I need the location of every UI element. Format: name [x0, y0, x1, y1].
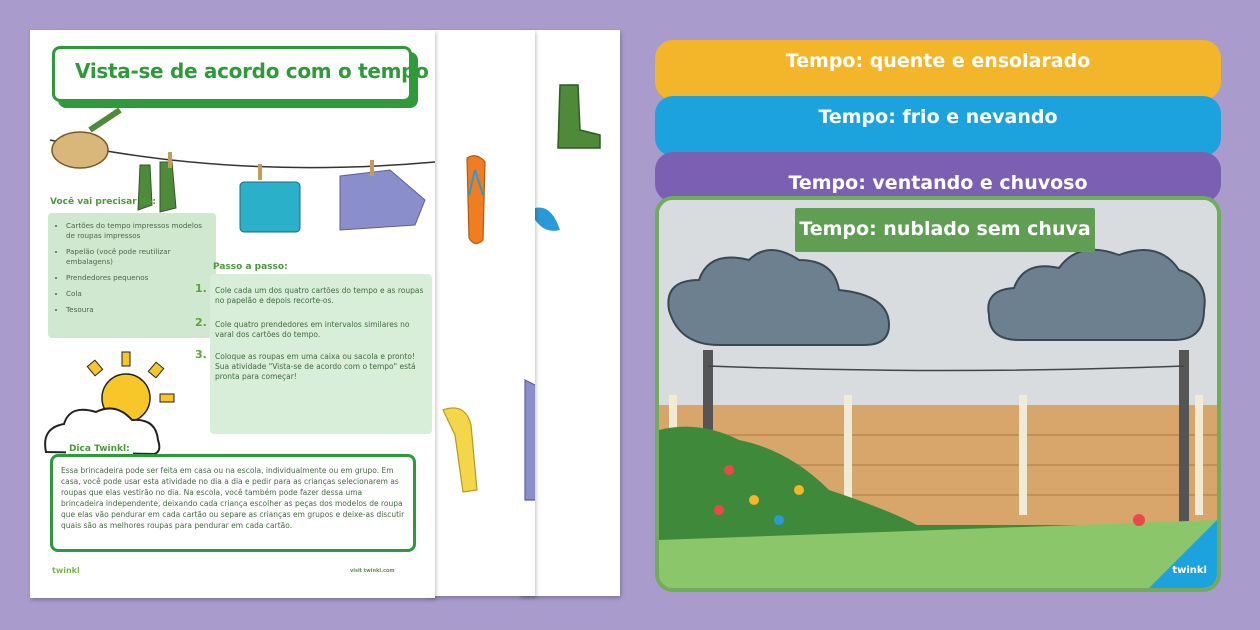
step-number: 1.	[195, 282, 207, 295]
weather-card-snowy	[655, 96, 1221, 156]
worksheet-front	[30, 30, 435, 598]
card-title: Tempo: quente e ensolarado	[785, 50, 1091, 72]
needs-item: • Tesoura	[66, 305, 210, 315]
cloudy-garden-illustration	[659, 200, 1217, 588]
step-text: Cole quatro prendedores em intervalos similares no varal dos cartões do tempo.	[215, 320, 410, 339]
needs-item: • Papelão (você pode reutilizar embalagens)	[66, 247, 210, 267]
step-text: Coloque as roupas em uma caixa ou sacola e pronto! Sua atividade "Vista-se de acordo com o tempo" está pronta para começar!	[215, 352, 416, 381]
step-text: Cole cada um dos quatro cartões do tempo e as roupas no papelão e depois recorte-os.	[215, 286, 424, 305]
twinkl-logo: twinkl	[1172, 565, 1207, 576]
card-title-box	[795, 208, 1095, 252]
step-3	[195, 348, 425, 382]
needs-heading: Você vai precisar de:	[50, 197, 156, 207]
boots-umbrella-illustration	[520, 30, 620, 596]
sun-cloud-icon	[36, 348, 196, 458]
steps-heading: Passo a passo:	[213, 262, 288, 272]
card-title: Tempo: frio e nevando	[818, 106, 1058, 128]
weather-card-cloudy	[655, 196, 1221, 592]
card-title: Tempo: nublado sem chuva	[799, 218, 1091, 240]
needs-item: • Prendedores pequenos	[66, 273, 210, 283]
step-2	[195, 316, 425, 340]
tips-box	[50, 454, 416, 552]
step-number: 2.	[195, 316, 207, 329]
weather-card-windy	[655, 152, 1221, 202]
footer-url: visit twinkl.com	[350, 568, 395, 574]
tips-heading: Dica Twinkl:	[66, 444, 133, 454]
tips-text: Essa brincadeira pode ser feita em casa ou na escola, individualmente ou em grupo. Em casa, você pode usar esta atividade no dia a dia e pedir para as crianças selecionarem as roupas que elas vestirão no dia. Na escola, você também pode fazer dessa uma brincadeira independente, deixando cada criança escolher as peças dos modelos de roupa que elas vão pendurar em cada cartão ou separe as crianças em grupos e deixe-as discutir quais são as melhores roupas para pendurar em cada cartão.	[61, 466, 405, 530]
needs-item: • Cartões do tempo impressos modelos de roupas impressos	[66, 221, 210, 241]
worksheet-title: Vista-se de acordo com o tempo	[75, 59, 429, 83]
twinkl-logo: twinkl	[52, 566, 80, 575]
step-number: 3.	[195, 348, 207, 361]
weather-card-sunny	[655, 40, 1221, 100]
needs-item: • Cola	[66, 289, 210, 299]
card-title: Tempo: ventando e chuvoso	[788, 172, 1088, 194]
clothes-sheet-middle	[425, 30, 535, 596]
worksheet-title-box	[52, 46, 429, 102]
clothes-sheet-back	[520, 30, 620, 596]
flipflop-scarf-sweater-illustration	[425, 30, 535, 596]
needs-list-box	[48, 213, 216, 338]
step-1	[195, 282, 425, 306]
